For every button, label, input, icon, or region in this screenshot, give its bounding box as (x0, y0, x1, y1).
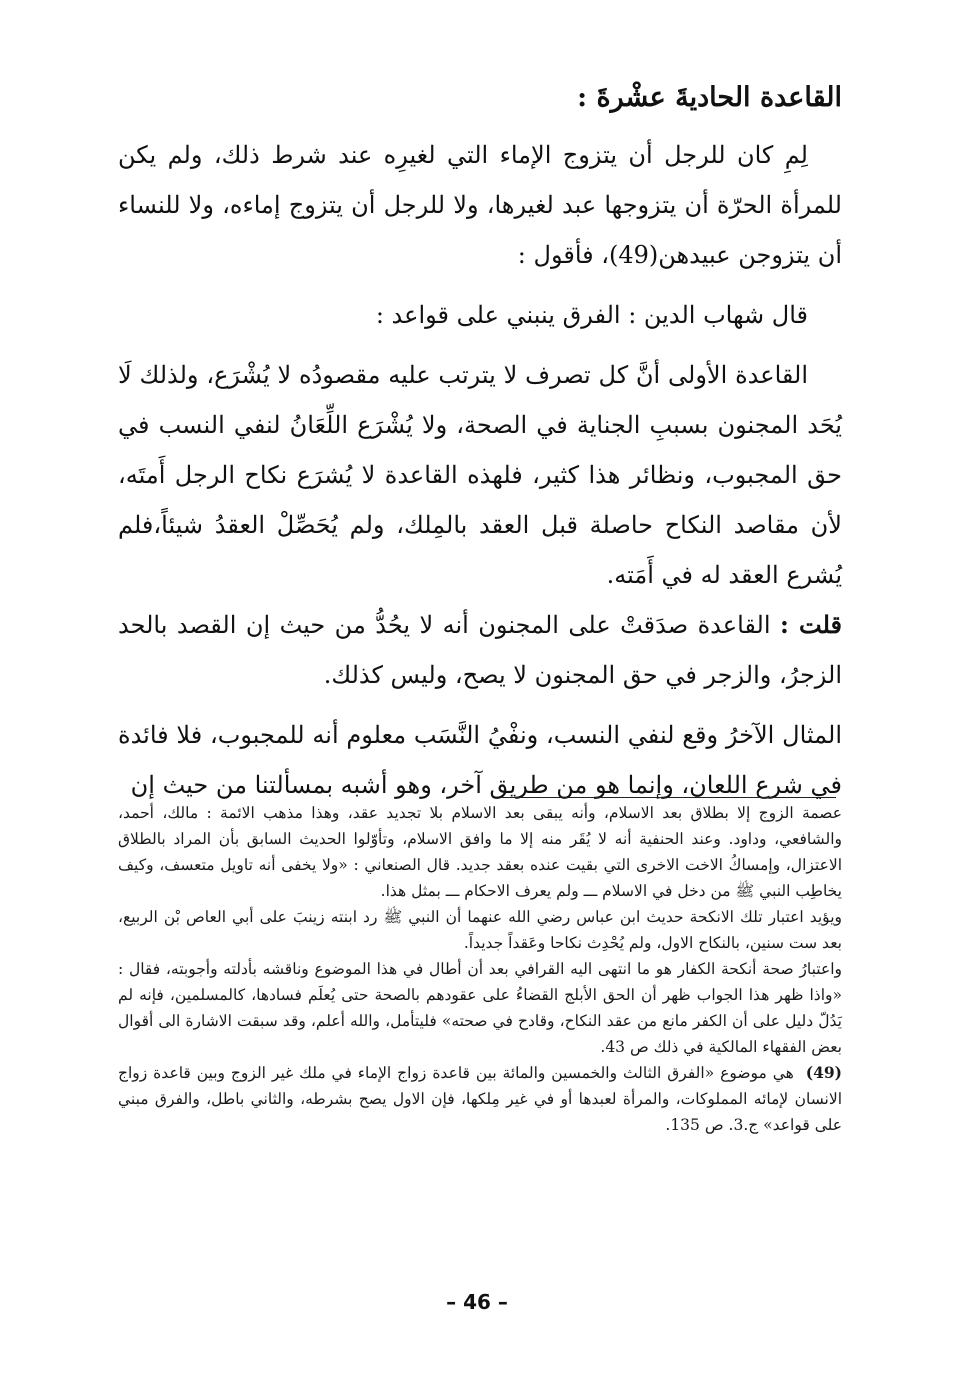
rule-heading: القاعدة الحاديةَ عشْرةَ : (577, 82, 842, 113)
footnote-49-text: هي موضوع «الفرق الثالث والخمسين والمائة بين قاعدة زواج الإماء في ملك غير الزوج وبين قاعدة زواج الانسان لإمائه المملوكات، والمرأة لعبدها أو في غير مِلكها، فإن الاول يصح بشرطه، والثاني باطل، والفرق مبني على قواعد» ج.3. ص 135. (118, 1064, 842, 1134)
page-number: – 46 – (446, 1290, 508, 1314)
paragraph-qult (118, 600, 842, 700)
footnote-zaynab-hadith: ويؤيد اعتبار تلك الانكحة حديث ابن عباس رضي الله عنهما أن النبي ﷺ رد ابنته زينبَ على أبي العاص بْن الربيع، بعد ست سنين، بالنكاح الاول، ولم يُحْدِث نكاحا وعَقداً جديداً. (118, 908, 842, 952)
paragraph-shihab-quote: قال شهاب الدين : الفرق ينبني على قواعد : (375, 301, 808, 329)
footnote-49 (118, 1060, 842, 1138)
qult-text: القاعدة صدَقتْ على المجنون أنه لا يحُدُّ من حيث إن القصد بالحد الزجرُ، والزجر في حق المجنون لا يصح، وليس كذلك. (118, 611, 842, 689)
qult-label: قلت : (779, 610, 842, 639)
paragraph-question: لِمِ كان للرجل أن يتزوج الإماء التي لغيرِه عند شرط ذلك، ولم يكن للمرأة الحرّة أن يتزوجها عبد لغيرها، ولا للرجل أن يتزوج إماءه، ولا للنساء أن يتزوجن عبيدهن(49)، فأقول : (118, 141, 842, 269)
paragraph-first-rule: القاعدة الأولى أنَّ كل تصرف لا يترتب عليه مقصودُه لا يُشْرَع، ولذلك لَا يُحَد المجنون بسببِ الجناية في الصحة، ولا يُشْرَع اللِّعَانُ لنفي النسب في حق المجبوب، ونظائر هذا كثير، فلهذه القاعدة لا يُشرَع نكاح الرجل أَمتَه، لأن مقاصد النكاح حاصلة قبل العقد بالمِلك، ولم يُحَصِّلْ العقدُ شيئاً،فلم يُشرع العقد له في أَمَته. (118, 361, 842, 589)
footnotes-section (118, 800, 842, 1138)
footnote-49-number: (49) (805, 1063, 842, 1082)
main-text (118, 78, 842, 810)
footnote-qarafi-view: واعتبارُ صحة أنكحة الكفار هو ما انتهى اليه القرافي بعد أن أطال في هذا الموضوع وناقشه بأدلته وأجوبته، فقال : «واذا ظهر هذا الجواب ظهر أن الحق الأبلج القضاءُ على عقودهم بالصحة حتى يُعلَم فسادها، كالمسلمين، فإنه لم يَدُلّ دليل على أن الكفر مانع من عقد النكاح، وقادح في صحته» فليتأمل، والله أعلم، وقد سبقت الاشارة الى أقوال بعض الفقهاء المالكية في ذلك ص 43. (118, 960, 842, 1056)
footnote-continuation: عصمة الزوج إلا بطلاق بعد الاسلام، وأنه يبقى بعد الاسلام بلا تجديد عقد، وهذا مذهب الائمة : مالك، أحمد، والشافعي، وداود. وعند الحنفية أنه لا يُقَر منه إلا ما وافق الاسلام، وتأوّلوا الحديث السابق بأن المراد بالطلاق الاعتزال، وإمساكُ الاخت الاخرى التي بقيت عنده بعقد جديد. قال الصنعاني : «ولا يخفى أنه تاويل متعسف، وكيف يخاطِب النبي ﷺ من دخل في الاسلام ـــ ولم يعرف الاحكام ـــ بمثل هذا. (118, 804, 842, 900)
footnote-divider (500, 797, 836, 798)
paragraph-other-example: المثال الآخرُ وقع لنفي النسب، ونفْيُ النَّسَب معلوم أنه للمجبوب، فلا فائدة في شرع اللعان، وإنما هو من طريق آخر، وهو أشبه بمسألتنا من حيث إن (118, 721, 842, 799)
